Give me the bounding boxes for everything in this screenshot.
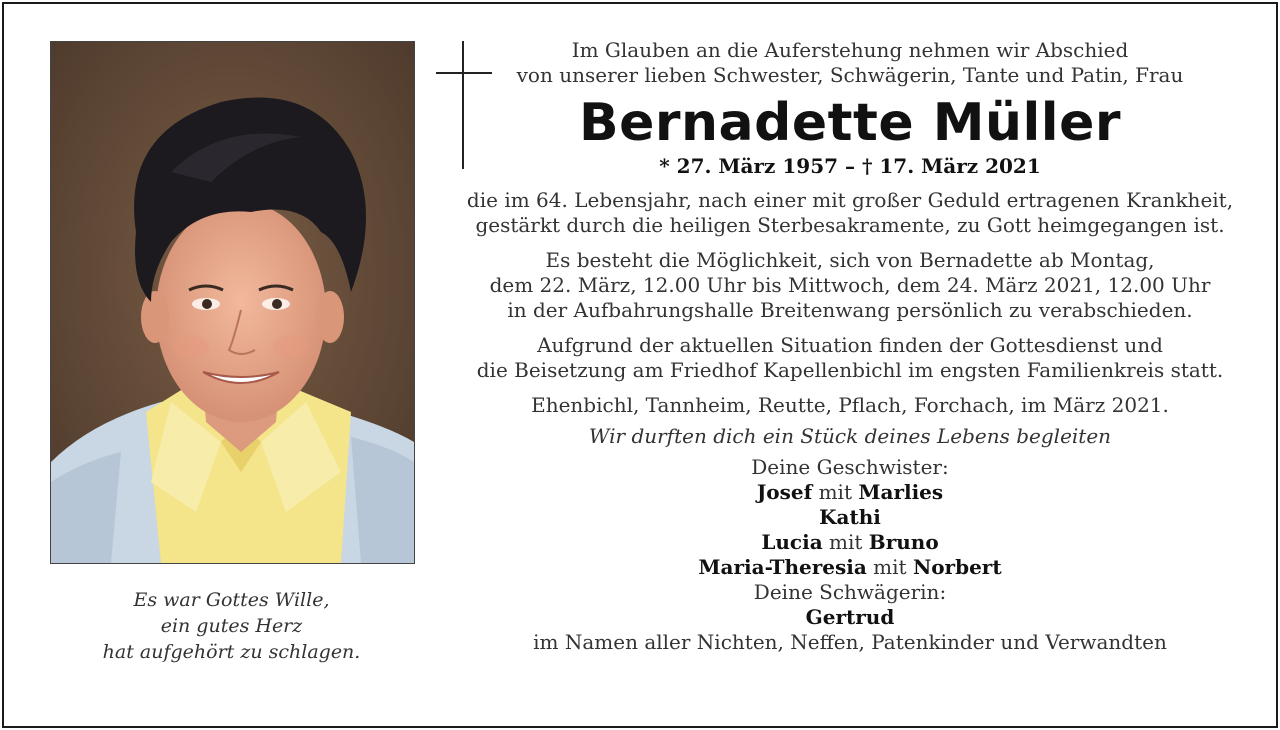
intro-line: Im Glauben an die Auferstehung nehmen wir Abschied (571, 38, 1129, 62)
mourner-name: Maria-Theresia (698, 555, 867, 579)
mourner-name: Bruno (868, 530, 939, 554)
with-word: mit (829, 530, 863, 554)
mourner-line (434, 605, 1266, 630)
paragraph-line: die im 64. Lebensjahr, nach einer mit großer Geduld ertragenen Krankheit, (466, 188, 1234, 212)
paragraph-line: gestärkt durch die heiligen Sterbesakramente, zu Gott heimgegangen ist. (475, 213, 1225, 237)
obituary-frame (2, 2, 1278, 728)
life-dates: * 27. März 1957 – † 17. März 2021 (659, 154, 1041, 178)
paragraph-line: Es besteht die Möglichkeit, sich von Bernadette ab Montag, (545, 248, 1155, 272)
place-date: Ehenbichl, Tannheim, Reutte, Pflach, Forchach, im März 2021. (531, 393, 1169, 417)
mourner-name: Lucia (761, 530, 823, 554)
with-word: mit (873, 555, 907, 579)
paragraph-line: in der Aufbahrungshalle Breitenwang persönlich zu verabschieden. (507, 298, 1193, 322)
paragraph-line: die Beisetzung am Friedhof Kapellenbichl im engsten Familienkreis statt. (476, 358, 1224, 382)
paragraph-line: Aufgrund der aktuellen Situation finden der Gottesdienst und (537, 333, 1163, 357)
mourner-line (434, 480, 1266, 505)
memorial-quote (50, 587, 413, 665)
quote-line: Es war Gottes Wille, (133, 589, 330, 611)
intro-line: von unserer lieben Schwester, Schwägerin, Tante und Patin, Frau (516, 63, 1184, 87)
sister-in-law-label: Deine Schwägerin: (753, 580, 947, 604)
portrait-image (51, 42, 414, 563)
mourner-name: Josef (756, 480, 813, 504)
closing-line: im Namen aller Nichten, Neffen, Patenkinder und Verwandten (533, 630, 1167, 654)
siblings-label: Deine Geschwister: (751, 455, 949, 479)
mourner-name: Marlies (858, 480, 944, 504)
quote-line: ein gutes Herz (160, 615, 303, 637)
motto: Wir durften dich ein Stück deines Lebens begleiten (588, 424, 1112, 448)
mourner-name: Norbert (912, 555, 1002, 579)
paragraph-line: dem 22. März, 12.00 Uhr bis Mittwoch, dem 24. März 2021, 12.00 Uhr (489, 273, 1211, 297)
deceased-name: Bernadette Müller (578, 93, 1122, 153)
mourner-line (434, 505, 1266, 530)
mourner-line (434, 555, 1266, 580)
portrait-photo (50, 41, 415, 564)
quote-line: hat aufgehört zu schlagen. (102, 641, 361, 663)
mourner-line (434, 530, 1266, 555)
obituary-text (434, 38, 1266, 655)
mourner-name: Kathi (819, 505, 881, 529)
mourner-name: Gertrud (805, 605, 895, 629)
with-word: mit (818, 480, 852, 504)
